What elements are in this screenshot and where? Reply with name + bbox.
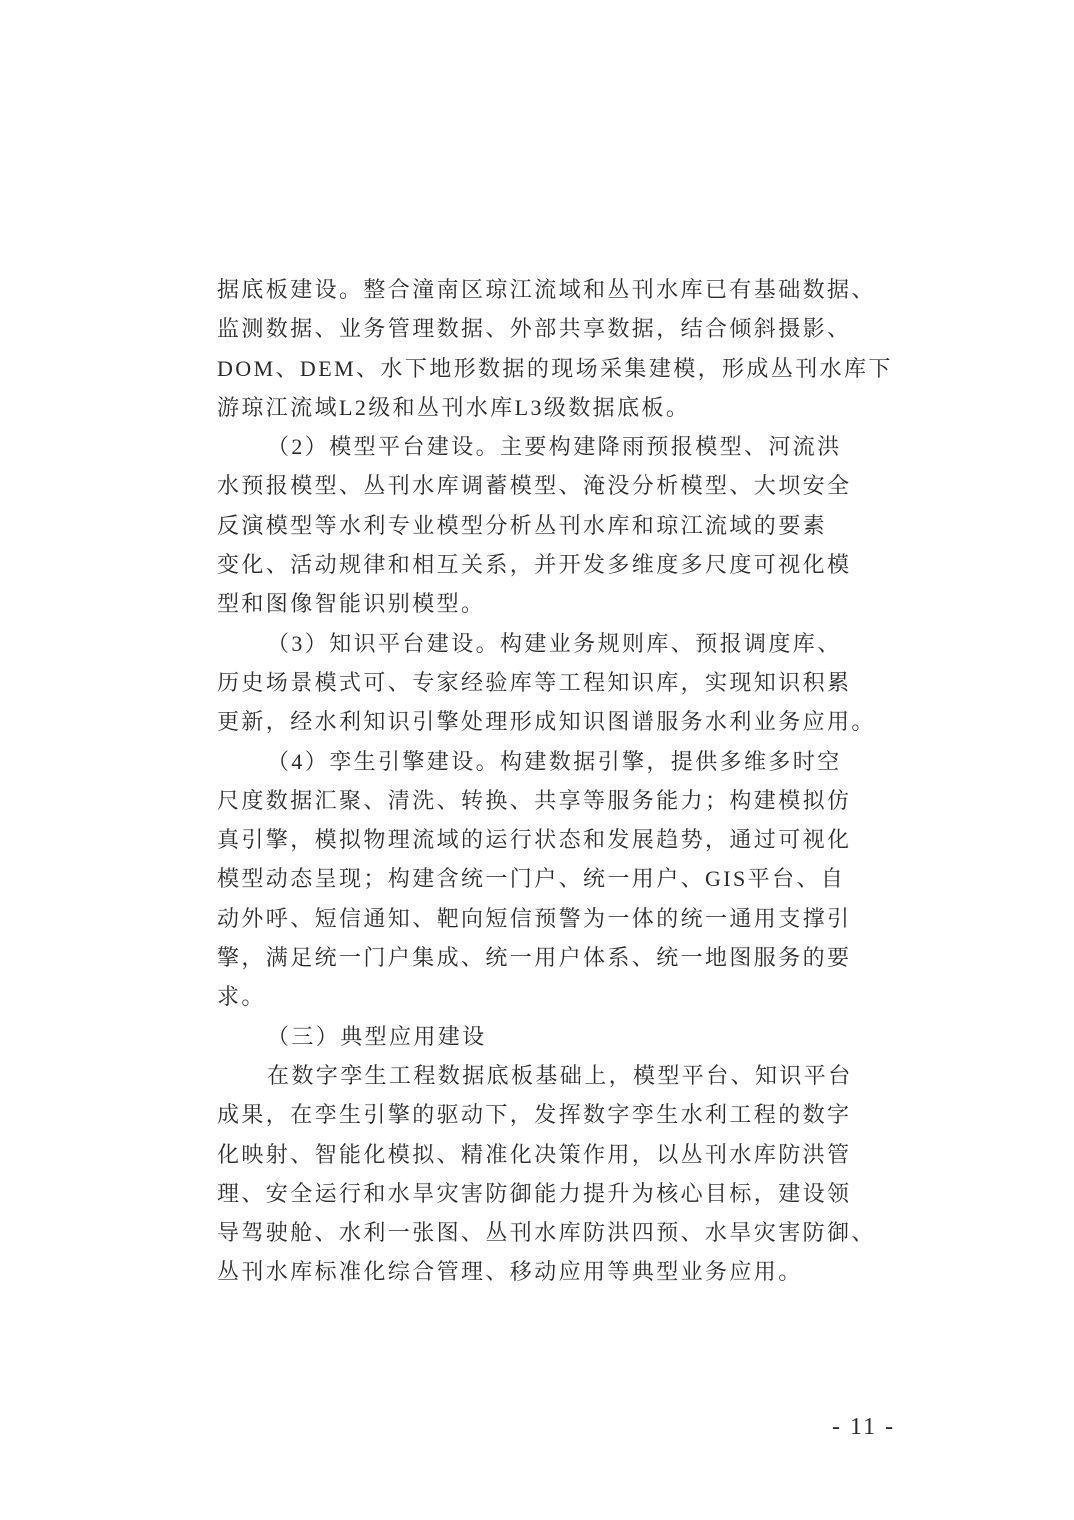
section-heading [217, 1017, 917, 1056]
paragraph-typical-applications [217, 1056, 917, 1292]
paragraph-twin-engine [217, 742, 917, 1017]
text-line: 反演模型等水利专业模型分析丛刊水库和琼江流域的要素 [217, 512, 828, 538]
text-line: 真引擎，模拟物理流域的运行状态和发展趋势，通过可视化 [217, 827, 852, 853]
text-line: （2）模型平台建设。主要构建降雨预报模型、河流洪 [267, 434, 842, 460]
text-line: 动外呼、短信通知、靶向短信预警为一体的统一通用支撑引 [217, 905, 852, 931]
text-line: 据底板建设。整合潼南区琼江流域和丛刊水库已有基础数据、 [217, 277, 876, 302]
paragraph-model-platform [217, 427, 917, 623]
paragraph-data-baseboard [217, 270, 917, 427]
text-line: 历史场景模式可、专家经验库等工程知识库，实现知识积累 [217, 669, 852, 695]
text-line: （4）孪生引擎建设。构建数据引擎，提供多维多时空 [267, 748, 842, 774]
text-line: 模型动态呈现；构建含统一门户、统一用户、GIS平台、自 [217, 866, 846, 892]
text-line: 尺度数据汇聚、清洗、转换、共享等服务能力；构建模拟仿 [217, 787, 852, 813]
paragraph-knowledge-platform [217, 624, 917, 742]
text-line: 求。 [217, 984, 266, 1010]
text-line: （3）知识平台建设。构建业务规则库、预报调度库、 [267, 630, 842, 656]
text-line: DOM、DEM、水下地形数据的现场采集建模，形成丛刊水库下 [217, 355, 893, 381]
text-line: 游琼江流域L2级和丛刊水库L3级数据底板。 [217, 394, 691, 420]
text-line: 成果，在孪生引擎的驱动下，发挥数字孪生水利工程的数字 [217, 1102, 852, 1128]
text-line: 型和图像智能识别模型。 [217, 591, 486, 617]
text-line: 丛刊水库标准化综合管理、移动应用等典型业务应用。 [217, 1259, 803, 1285]
text-line: 擎，满足统一门户集成、统一用户体系、统一地图服务的要 [217, 945, 852, 971]
text-line: 化映射、智能化模拟、精准化决策作用，以丛刊水库防洪管 [217, 1141, 852, 1167]
heading-line: （三）典型应用建设 [267, 1023, 487, 1049]
page-number: - 11 - [832, 1414, 896, 1440]
text-line: 导驾驶舱、水利一张图、丛刊水库防洪四预、水旱灾害防御、 [217, 1220, 876, 1246]
text-line: 监测数据、业务管理数据、外部共享数据，结合倾斜摄影、 [217, 316, 852, 342]
text-line: 理、安全运行和水旱灾害防御能力提升为核心目标，建设领 [217, 1180, 852, 1206]
text-line: 更新，经水利知识引擎处理形成知识图谱服务水利业务应用。 [217, 709, 876, 735]
text-line: 在数字孪生工程数据底板基础上，模型平台、知识平台 [267, 1062, 853, 1088]
text-line: 变化、活动规律和相互关系，并开发多维度多尺度可视化模 [217, 552, 852, 578]
text-line: 水预报模型、丛刊水库调蓄模型、淹没分析模型、大坝安全 [217, 473, 852, 499]
body-text [217, 270, 917, 1292]
